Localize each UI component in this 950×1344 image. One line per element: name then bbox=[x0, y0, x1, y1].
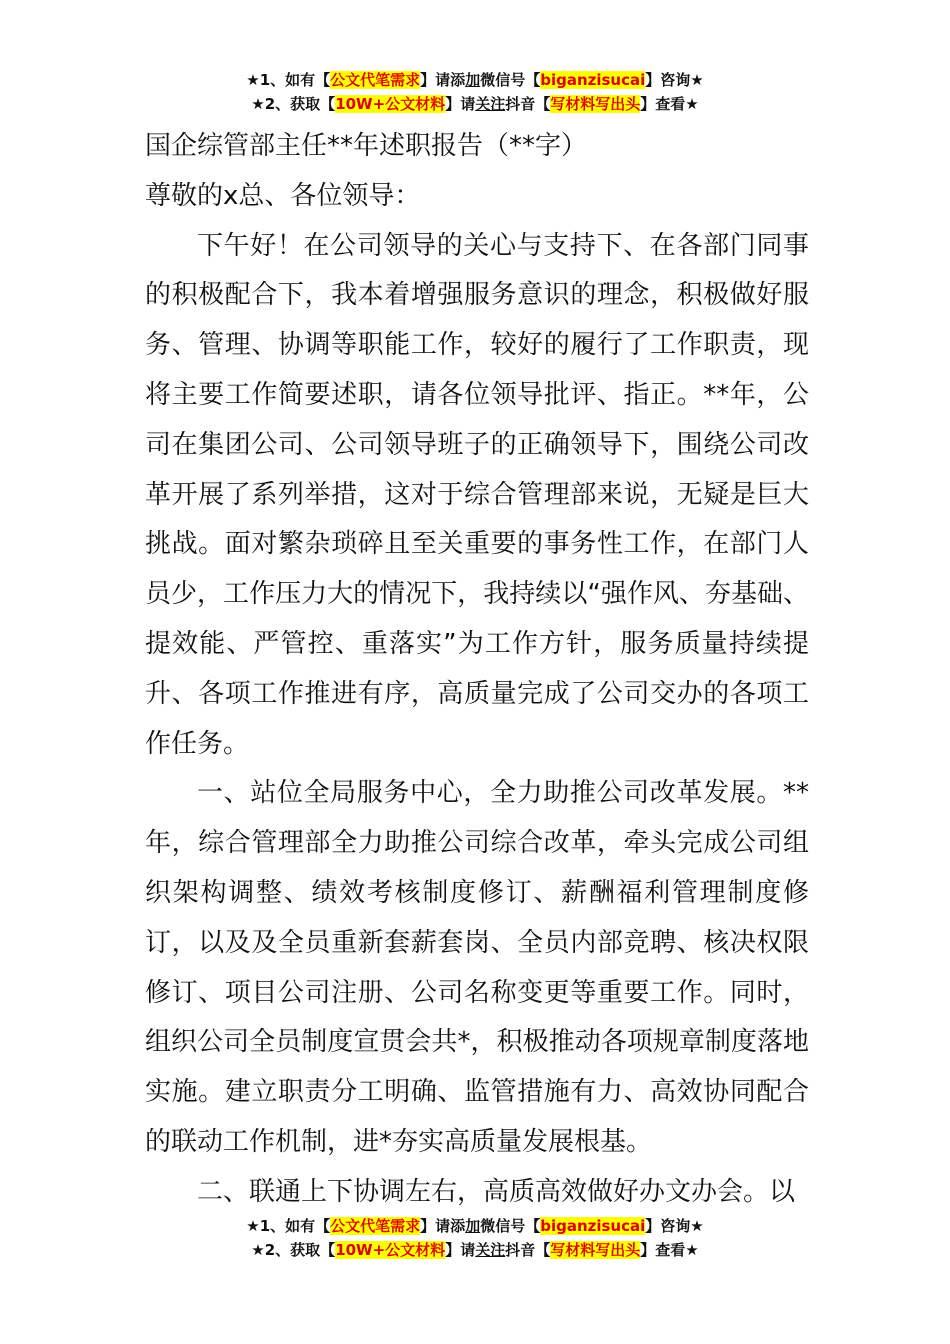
banner-text: 】咨询★ bbox=[645, 1217, 704, 1235]
banner-underlined: 关注 bbox=[475, 95, 506, 113]
paragraph-section-1: 一、站位全局服务中心，全力助推公司改革发展。**年，综合管理部全力助推公司综合改革，牵头完成公司组织架构调整、绩效考核制度修订、薪酬福利管理制度修订，以及及全员重新套薪套岗、全员内部竞聘、核决权限修订、项目公司注册、公司名称变更等重要工作。同时，组织公司全员制度宣贯会共*，积极推动各项规章制度落地实施。建立职责分工明确、监管措施有力、高效协同配合的联动工作机制，进*夯实高质量发展根基。 bbox=[145, 778, 809, 1157]
banner-line-1 bbox=[0, 1214, 950, 1238]
banner-douyin-name: 写材料写出头 bbox=[550, 95, 641, 113]
banner-text: 微信号【 bbox=[480, 71, 541, 89]
paragraph-intro: 下午好！在公司领导的关心与支持下、在各部门同事的积极配合下，我本着增强服务意识的理念，积极做好服务、管理、协调等职能工作，较好的履行了工作职责，现将主要工作简要述职，请各位领导批评、指正。**年，公司在集团公司、公司领导班子的正确领导下，围绕公司改革开展了系列举措，这对于综合管理部来说，无疑是巨大挑战。面对繁杂琐碎且至关重要的事务性工作，在部门人员少，工作压力大的情况下，我持续以“强作风、夯基础、提效能、严管控、重落实”为工作方针，服务质量持续提升、各项工作推进有序，高质量完成了公司交办的各项工作任务。 bbox=[145, 230, 809, 759]
banner-line-1 bbox=[0, 68, 950, 92]
banner-text: ★1、如有【 bbox=[246, 1217, 331, 1235]
document-title: 国企综管部主任**年述职报告（**字） bbox=[145, 131, 588, 161]
banner-wechat-id: biganzisucai bbox=[540, 71, 646, 89]
banner-underlined: 关注 bbox=[475, 1241, 506, 1259]
banner-highlight: 公文代笔需求 bbox=[330, 1217, 421, 1235]
banner-text: 】查看★ bbox=[640, 95, 699, 113]
banner-douyin-name: 写材料写出头 bbox=[550, 1241, 641, 1259]
banner-text: 微信号【 bbox=[480, 1217, 541, 1235]
banner-wechat-id: biganzisucai bbox=[540, 1217, 646, 1235]
greeting: 尊敬的x总、各位领导： bbox=[145, 180, 421, 211]
paragraph-section-2: 二、联通上下协调左右，高质高效做好办文办会。以 bbox=[197, 1176, 796, 1207]
banner-underlined: 加 bbox=[465, 1217, 481, 1235]
banner-highlight: 10W+公文材料 bbox=[335, 1241, 446, 1259]
banner-text: ★2、获取【 bbox=[251, 95, 336, 113]
banner-text: 】请 bbox=[445, 1241, 476, 1259]
document-body bbox=[145, 122, 809, 1218]
banner-text: 】请添 bbox=[420, 1217, 466, 1235]
banner-text: ★2、获取【 bbox=[251, 1241, 336, 1259]
banner-text: 抖音【 bbox=[505, 1241, 551, 1259]
banner-text: 】请添 bbox=[420, 71, 466, 89]
banner-highlight: 10W+公文材料 bbox=[335, 95, 446, 113]
banner-highlight: 公文代笔需求 bbox=[330, 71, 421, 89]
banner-underlined: 加 bbox=[465, 71, 481, 89]
banner-text: 】咨询★ bbox=[645, 71, 704, 89]
banner-text: ★1、如有【 bbox=[246, 71, 331, 89]
banner-text: 】请 bbox=[445, 95, 476, 113]
banner-line-2 bbox=[0, 92, 950, 116]
banner-line-2 bbox=[0, 1238, 950, 1262]
banner-text: 抖音【 bbox=[505, 95, 551, 113]
footer-banner bbox=[0, 1214, 950, 1262]
header-banner bbox=[0, 68, 950, 116]
banner-text: 】查看★ bbox=[640, 1241, 699, 1259]
